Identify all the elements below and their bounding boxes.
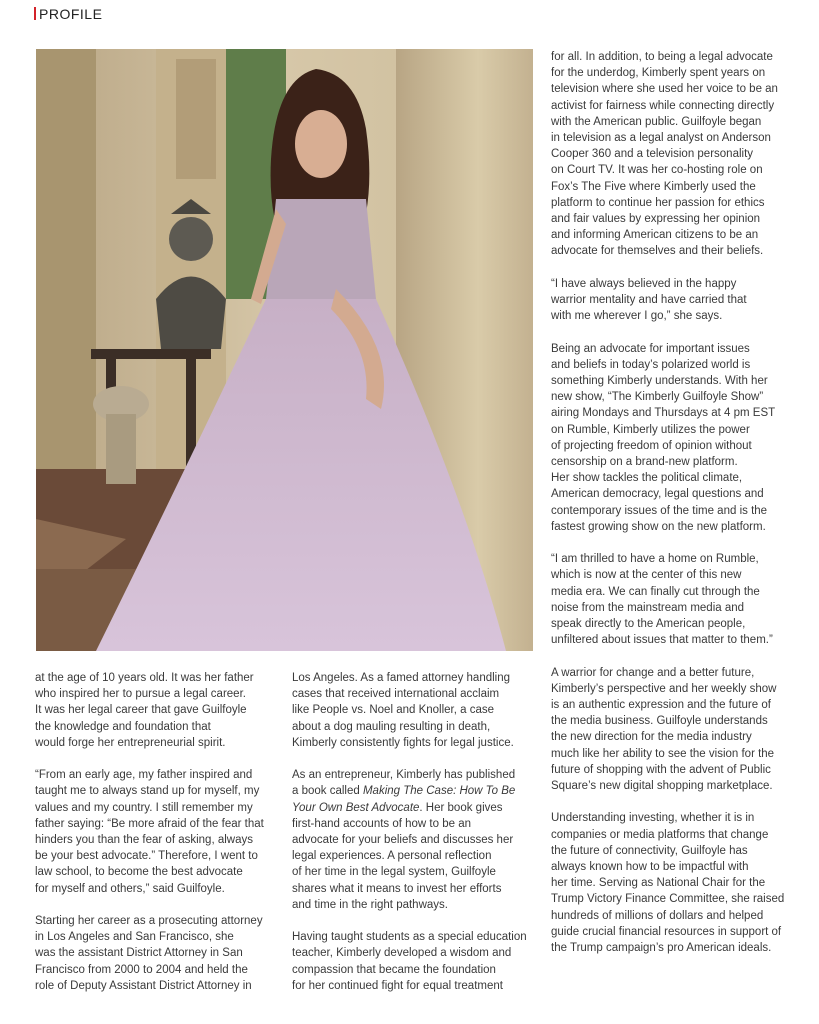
- text-line: hinders you than the fear of asking, always: [35, 834, 253, 847]
- text-line: values and my country. I still remember my: [35, 801, 253, 814]
- text-line: who inspired her to pursue a legal career.: [35, 688, 246, 701]
- text-line: for the underdog, Kimberly spent years on: [551, 67, 766, 80]
- text-line: Cooper 360 and a television personality: [551, 148, 754, 161]
- text-line: As an entrepreneur, Kimberly has published: [292, 769, 516, 782]
- text-line: compassion that became the foundation: [292, 963, 496, 976]
- paragraph: [35, 670, 265, 751]
- text-line: would forge her entrepreneurial spirit.: [35, 736, 226, 749]
- text-line: for myself and others,” said Guilfoyle.: [35, 882, 225, 895]
- text-line: fastest growing show on the new platform.: [551, 520, 766, 533]
- accent-bar: [34, 7, 36, 20]
- photo-illustration: [36, 49, 533, 651]
- text-line: the knowledge and foundation that: [35, 720, 211, 733]
- text-line: legal experiences. A personal reflection: [292, 850, 492, 863]
- paragraph: [35, 913, 265, 994]
- section-label: [34, 6, 102, 22]
- text-line: and beliefs in today’s polarized world is: [551, 358, 751, 371]
- paragraph: [551, 276, 791, 325]
- text-line: unfiltered about issues that matter to them.”: [551, 634, 773, 647]
- text-line: censorship on a brand-new platform.: [551, 456, 738, 469]
- text-line: hundreds of millions of dollars and helped: [551, 909, 764, 922]
- text-line: of projecting freedom of opinion without: [551, 439, 752, 452]
- paragraph: [292, 670, 532, 751]
- book-title: Your Own Best Advocate: [292, 801, 420, 814]
- text-line: the new direction for the media industry: [551, 731, 752, 744]
- text-line: Los Angeles. As a famed attorney handling: [292, 672, 511, 684]
- text-line: platform to continue her passion for ethics: [551, 196, 765, 209]
- text-line: law school, to become the best advocate: [35, 866, 243, 879]
- text-line: Kimberly consistently fights for legal justice.: [292, 736, 514, 749]
- text-line: taught me to always stand up for myself, my: [35, 785, 260, 798]
- text-line: television where she used her voice to be an: [551, 83, 778, 96]
- paragraph: [551, 665, 791, 795]
- text-line: be your best advocate.” Therefore, I went to: [35, 850, 258, 863]
- text-line: advocate for themselves and their beliefs.: [551, 245, 764, 258]
- text-line: airing Mondays and Thursdays at 4 pm EST: [551, 407, 776, 420]
- column-middle: [292, 670, 532, 1010]
- text-line: media era. We can finally cut through the: [551, 585, 760, 598]
- paragraph: [551, 810, 791, 956]
- text-line: something Kimberly understands. With her: [551, 375, 768, 388]
- text-line: for her continued fight for equal treatment: [292, 979, 503, 992]
- text-line: in television as a legal analyst on Anderson: [551, 132, 771, 145]
- text-line: contemporary issues of the time and is the: [551, 504, 768, 517]
- text-line: “I have always believed in the happy: [551, 277, 737, 290]
- text-line: which is now at the center of this new: [551, 569, 742, 582]
- text-line: future of shopping with the advent of Public: [551, 763, 771, 776]
- paragraph: [35, 767, 265, 897]
- text-line: about a dog mauling resulting in death,: [292, 720, 491, 733]
- text-line: of her time in the legal system, Guilfoyle: [292, 866, 496, 879]
- text-line: Understanding investing, whether it is in: [551, 812, 755, 825]
- text-line: with the American public. Guilfoyle began: [551, 115, 762, 128]
- text-line: Being an advocate for important issues: [551, 342, 750, 355]
- text-line: in Los Angeles and San Francisco, she: [35, 931, 234, 944]
- text-line: shares what it means to invest her efforts: [292, 882, 502, 895]
- text-line: Kimberly’s perspective and her weekly show: [551, 682, 777, 695]
- text-line: like People vs. Noel and Knoller, a case: [292, 704, 495, 717]
- section-title: PROFILE: [39, 6, 103, 22]
- text-run: . Her book gives: [419, 801, 503, 814]
- text-line: with me wherever I go,” she says.: [551, 310, 723, 323]
- text-line: her time. Serving as National Chair for the: [551, 877, 766, 890]
- text-line: [292, 783, 532, 799]
- text-line: teacher, Kimberly developed a wisdom and: [292, 947, 512, 960]
- text-line: advocate for your beliefs and discusses her: [292, 834, 514, 847]
- text-line: is an authentic expression and the future of: [551, 699, 771, 712]
- text-line: [292, 800, 532, 816]
- paragraph: [551, 49, 791, 260]
- column-right: [551, 49, 791, 972]
- text-line: role of Deputy Assistant District Attorney in: [35, 979, 252, 992]
- text-line: guide crucial financial resources in support of: [551, 925, 782, 938]
- text-line: much like her ability to see the vision for the: [551, 747, 775, 760]
- text-line: Fox’s The Five where Kimberly used the: [551, 180, 756, 193]
- text-line: the future of connectivity, Guilfoyle has: [551, 844, 748, 857]
- text-line: It was her legal career that gave Guilfoyle: [35, 704, 247, 717]
- paragraph: [292, 929, 532, 994]
- text-run: a book called: [292, 785, 363, 798]
- book-title: Making The Case: How To Be: [362, 785, 516, 798]
- text-line: the media business. Guilfoyle understands: [551, 715, 768, 728]
- text-line: and time in the right pathways.: [292, 898, 448, 911]
- text-line: was the assistant District Attorney in San: [35, 947, 243, 960]
- text-line: at the age of 10 years old. It was her father: [35, 672, 254, 684]
- text-line: father saying: “Be more afraid of the fear that: [35, 817, 264, 830]
- text-line: warrior mentality and have carried that: [551, 294, 747, 307]
- text-line: American democracy, legal questions and: [551, 488, 764, 501]
- text-line: noise from the mainstream media and: [551, 601, 745, 614]
- text-line: Having taught students as a special education: [292, 931, 527, 944]
- column-left: [35, 670, 265, 1010]
- text-line: companies or media platforms that change: [551, 828, 769, 841]
- text-line: Square’s new digital shopping marketplace.: [551, 780, 773, 793]
- paragraph: [551, 341, 791, 535]
- text-line: Trump Victory Finance Committee, she raised: [551, 893, 785, 906]
- text-line: A warrior for change and a better future,: [551, 666, 755, 679]
- text-line: “I am thrilled to have a home on Rumble,: [551, 553, 759, 566]
- text-line: and fair values by expressing her opinion: [551, 213, 761, 226]
- text-line: speak directly to the American people,: [551, 618, 746, 631]
- text-line: always known how to be impactful with: [551, 861, 749, 874]
- text-line: for all. In addition, to being a legal advocate: [551, 51, 773, 63]
- text-line: on Court TV. It was her co-hosting role on: [551, 164, 763, 177]
- text-line: the Trump campaign’s pro American ideals.: [551, 942, 772, 955]
- text-line: Francisco from 2000 to 2004 and held the: [35, 963, 248, 976]
- text-line: first-hand accounts of how to be an: [292, 817, 471, 830]
- text-line: “From an early age, my father inspired and: [35, 769, 253, 782]
- text-line: cases that received international acclaim: [292, 688, 500, 701]
- text-line: Her show tackles the political climate,: [551, 472, 743, 485]
- text-line: Starting her career as a prosecuting attorney: [35, 915, 263, 928]
- text-line: on Rumble, Kimberly utilizes the power: [551, 423, 750, 436]
- text-line: activist for fairness while connecting directly: [551, 99, 775, 112]
- paragraph: [292, 767, 532, 913]
- portrait-photo: [36, 49, 533, 651]
- paragraph: [551, 551, 791, 648]
- text-line: and informing American citizens to be an: [551, 229, 759, 242]
- text-line: new show, “The Kimberly Guilfoyle Show”: [551, 391, 764, 404]
